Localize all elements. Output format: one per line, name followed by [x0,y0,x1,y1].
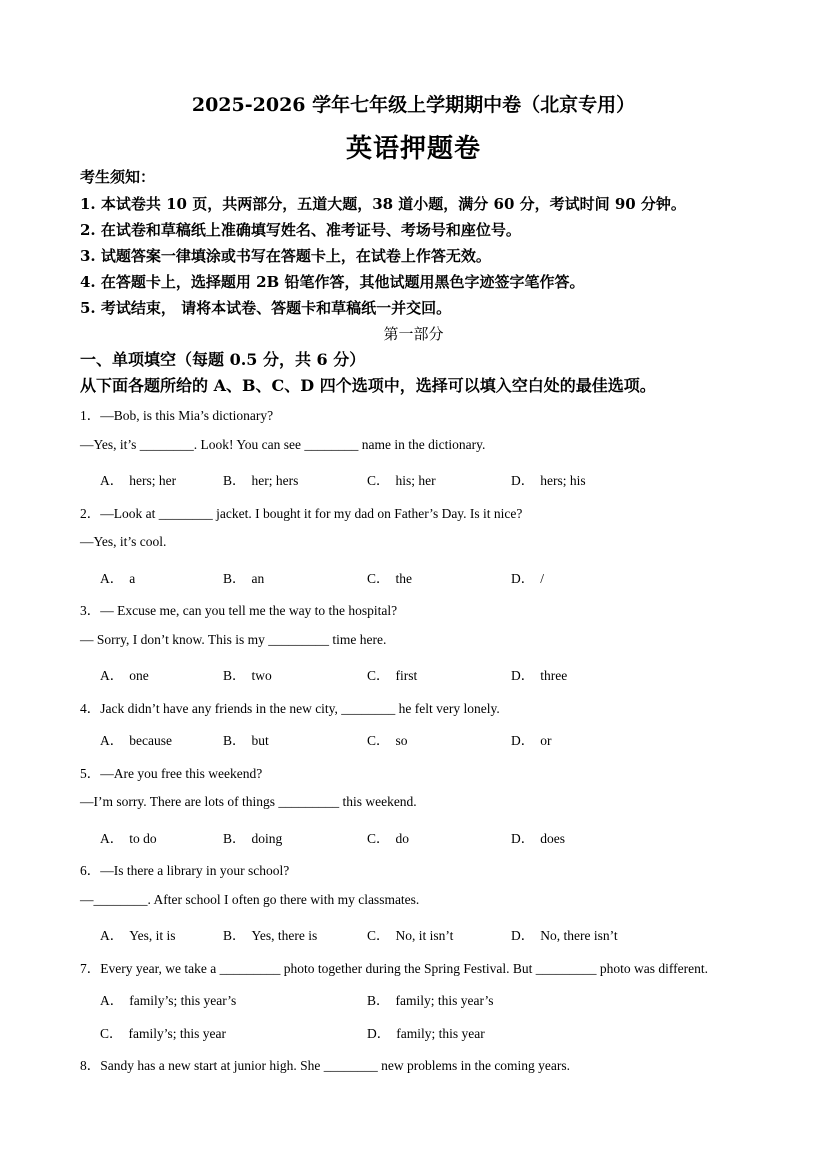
notice-item-4: 4. 在答题卡上，选择题用 2B 铅笔作答，其他试题用黑色字迹签字笔作答。 [80,273,585,291]
option-text: Yes, it is [129,928,176,943]
question-8-prompt: 8．Sandy has a new start at junior high. She ________ new problems in the coming years. [80,1058,571,1073]
option-text: doing [251,831,283,846]
question-6-option-a[interactable] [100,924,176,944]
question-4-option-a[interactable] [100,729,172,749]
notice-item-5: 5. 考试结束， 请将本试卷、答题卡和草稿纸一并交回。 [80,299,452,317]
option-letter: B． [223,733,246,748]
option-text: to do [129,831,157,846]
option-text: No, there isn’t [540,928,618,943]
exam-title: 2025-2026 学年七年级上学期期中卷（北京专用） [191,94,636,116]
question-1-prompt: 1．—Bob, is this Mia’s dictionary? [80,408,274,423]
option-text: the [395,571,413,586]
question-1-option-d[interactable] [511,469,586,489]
question-5-reply: —I’m sorry. There are lots of things _________ this weekend. [80,794,417,809]
notice-heading: 考生须知： [80,168,156,186]
option-text: / [540,571,545,586]
question-1-option-a[interactable] [100,469,176,489]
option-letter: D． [511,733,535,748]
question-2-option-c[interactable] [367,567,412,587]
option-text: hers; his [540,473,586,488]
option-text: two [251,668,272,683]
question-6-option-d[interactable] [511,924,618,944]
option-letter: D． [511,831,535,846]
option-letter: C． [367,831,390,846]
question-6-option-b[interactable] [223,924,317,944]
option-text: a [129,571,136,586]
option-text: his; her [395,473,436,488]
option-text: No, it isn’t [395,928,454,943]
option-letter: C． [367,733,390,748]
question-6-option-c[interactable] [367,924,453,944]
option-text: her; hers [251,473,299,488]
option-letter: B． [223,831,246,846]
question-7-option-d[interactable] [367,1022,485,1042]
question-4-prompt: 4．Jack didn’t have any friends in the new city, ________ he felt very lonely. [80,701,500,716]
question-5-prompt: 5．—Are you free this weekend? [80,766,263,781]
option-letter: B． [223,928,246,943]
option-letter: D． [511,571,535,586]
question-2-option-d[interactable] [511,567,544,587]
option-letter: B． [223,571,246,586]
option-text: family; this year’s [395,993,494,1008]
section-title: 一、单项填空（每题 0.5 分，共 6 分） [80,350,366,369]
notice-item-2: 2. 在试卷和草稿纸上准确填写姓名、准考证号、考场号和座位号。 [80,221,521,239]
option-text: does [540,831,565,846]
question-3-option-c[interactable] [367,664,417,684]
question-5-option-b[interactable] [223,827,282,847]
question-1-reply: —Yes, it’s ________. Look! You can see ________ name in the dictionary. [80,437,486,452]
question-2-reply: —Yes, it’s cool. [80,534,167,549]
option-letter: D． [511,928,535,943]
option-letter: A． [100,668,124,683]
option-text: first [395,668,418,683]
option-text: so [395,733,408,748]
exam-subtitle: 英语押题卷 [345,134,481,164]
option-text: three [540,668,568,683]
question-1-option-c[interactable] [367,469,436,489]
option-letter: C． [100,1026,123,1041]
option-text: but [251,733,269,748]
question-3-option-b[interactable] [223,664,272,684]
option-letter: C． [367,571,390,586]
question-3-prompt: 3．— Excuse me, can you tell me the way to the hospital? [80,603,398,618]
question-6-prompt: 6．—Is there a library in your school? [80,863,290,878]
question-1-option-b[interactable] [223,469,298,489]
option-letter: A． [100,928,124,943]
question-7-option-b[interactable] [367,989,494,1009]
question-3-option-d[interactable] [511,664,567,684]
question-7-option-c[interactable] [100,1022,226,1042]
option-letter: A． [100,993,124,1008]
option-letter: A． [100,831,124,846]
question-4-option-b[interactable] [223,729,269,749]
option-text: or [540,733,552,748]
question-6-reply: —________. After school I often go there with my classmates. [80,892,420,907]
question-3-reply: — Sorry, I don’t know. This is my _________ time here. [80,632,387,647]
question-2-option-b[interactable] [223,567,264,587]
option-text: family’s; this year [128,1026,226,1041]
option-letter: D． [511,473,535,488]
option-text: hers; her [129,473,177,488]
option-letter: C． [367,668,390,683]
option-letter: B． [223,668,246,683]
question-7-prompt: 7．Every year, we take a _________ photo together during the Spring Festival. But _________ photo was different. [80,961,708,976]
option-letter: C． [367,473,390,488]
option-letter: A． [100,571,124,586]
part-title: 第一部分 [383,325,444,343]
option-text: an [251,571,265,586]
option-letter: C． [367,928,390,943]
notice-item-3: 3. 试题答案一律填涂或书写在答题卡上，在试卷上作答无效。 [80,247,491,265]
question-3-option-a[interactable] [100,664,149,684]
option-text: one [129,668,149,683]
option-letter: A． [100,473,124,488]
question-5-option-a[interactable] [100,827,157,847]
question-4-option-c[interactable] [367,729,408,749]
option-letter: B． [367,993,390,1008]
option-text: because [129,733,172,748]
question-5-option-c[interactable] [367,827,409,847]
question-7-option-a[interactable] [100,989,236,1009]
question-2-prompt: 2．—Look at ________ jacket. I bought it for my dad on Father’s Day. Is it nice? [80,506,523,521]
question-2-option-a[interactable] [100,567,135,587]
question-5-option-d[interactable] [511,827,565,847]
option-letter: B． [223,473,246,488]
option-letter: D． [511,668,535,683]
option-letter: D． [367,1026,391,1041]
option-text: Yes, there is [251,928,318,943]
option-text: family; this year [396,1026,485,1041]
option-text: family’s; this year’s [129,993,237,1008]
option-text: do [395,831,410,846]
section-instruction: 从下面各题所给的 A、B、C、D 四个选项中，选择可以填入空白处的最佳选项。 [80,376,656,395]
notice-item-1: 1. 本试卷共 10 页，共两部分，五道大题，38 道小题，满分 60 分，考试时间 90 分钟。 [80,195,686,213]
option-letter: A． [100,733,124,748]
question-4-option-d[interactable] [511,729,552,749]
